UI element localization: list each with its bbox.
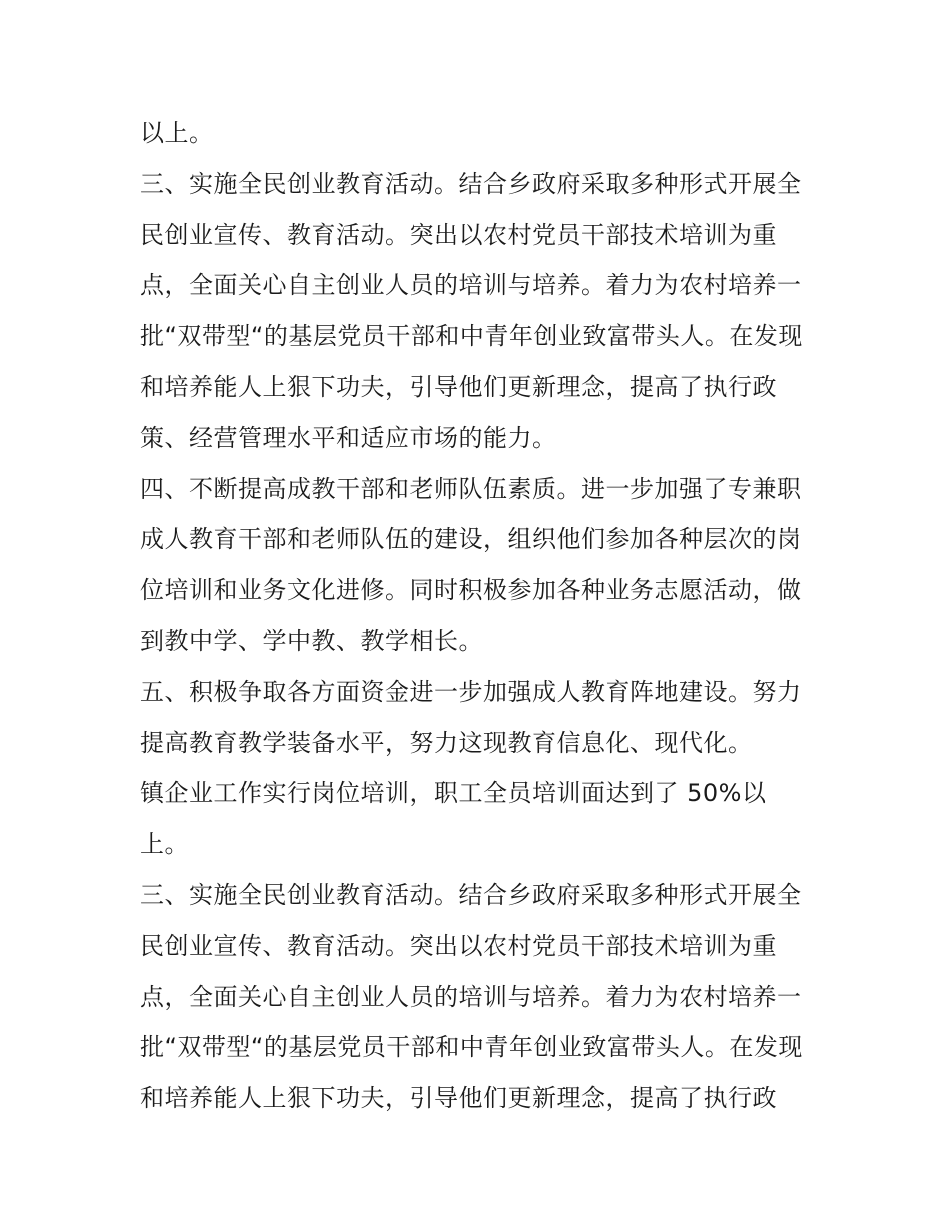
text-line: 提高教育教学装备水平，努力这现教育信息化、现代化。 xyxy=(140,728,753,757)
text-line: 以上。 xyxy=(140,119,214,147)
text-line: 镇企业工作实行岗位培训，职工全员培训面达到了 50%以 xyxy=(140,779,767,808)
text-line: 点，全面关心自主创业人员的培训与培养。着力为农村培养一 xyxy=(140,271,802,300)
text-line: 民创业宣传、教育活动。突出以农村党员干部技术培训为重 xyxy=(140,931,777,960)
text-line: 到教中学、学中教、教学相长。 xyxy=(140,626,483,655)
text-line: 批“双带型“的基层党员干部和中青年创业致富带头人。在发现 xyxy=(140,1033,803,1062)
text-line: 和培养能人上狠下功夫，引导他们更新理念，提高了执行政 xyxy=(140,1084,777,1113)
text-line: 民创业宣传、教育活动。突出以农村党员干部技术培训为重 xyxy=(140,220,777,249)
text-line: 点，全面关心自主创业人员的培训与培养。着力为农村培养一 xyxy=(140,982,802,1011)
text-line: 三、实施全民创业教育活动。结合乡政府采取多种形式开展全 xyxy=(140,169,802,198)
text-line: 四、不断提高成教干部和老师队伍素质。进一步加强了专兼职 xyxy=(140,474,802,503)
text-line: 三、实施全民创业教育活动。结合乡政府采取多种形式开展全 xyxy=(140,880,802,909)
text-line: 位培训和业务文化进修。同时积极参加各种业务志愿活动，做 xyxy=(140,576,802,605)
text-line: 上。 xyxy=(140,830,189,859)
body-text xyxy=(140,108,830,1124)
text-line: 成人教育干部和老师队伍的建设，组织他们参加各种层次的岗 xyxy=(140,525,802,554)
text-line: 批“双带型“的基层党员干部和中青年创业致富带头人。在发现 xyxy=(140,322,803,351)
text-line: 策、经营管理水平和适应市场的能力。 xyxy=(140,423,557,452)
text-line: 和培养能人上狠下功夫，引导他们更新理念，提高了执行政 xyxy=(140,372,777,401)
text-line: 五、积极争取各方面资金进一步加强成人教育阵地建设。努力 xyxy=(140,677,802,706)
